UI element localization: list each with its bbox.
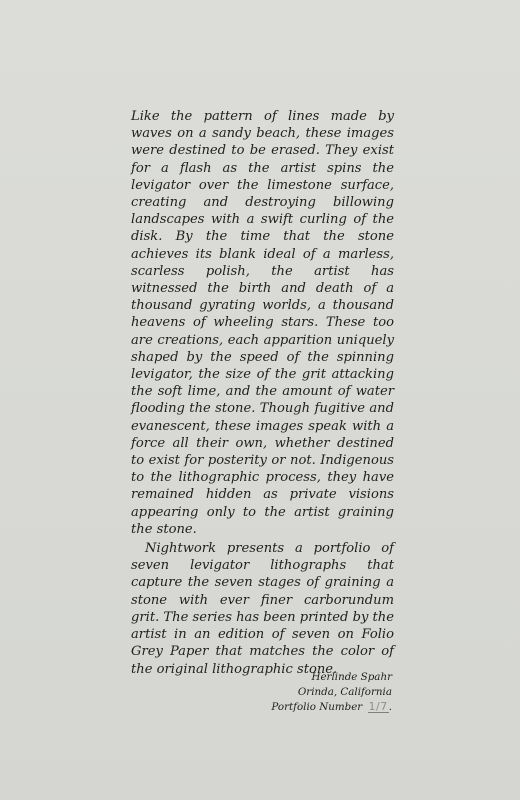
artist-name: Herlinde Spahr — [311, 671, 392, 683]
artist-location: Orinda, California — [297, 686, 392, 699]
paragraph-nightwork: Nightwork presents a portfolio of seven levigator lithographs that capture the seven stages of graining a stone with ever finer carborundum grit. The series has been printed by the artist in an edition of seven on Folio Grey Paper that matches the color of the original lithographic stone. — [131, 541, 394, 677]
signature-block — [271, 670, 392, 716]
paragraph-intro: Like the pattern of lines made by waves on a sandy beach, these images were destined to be erased. They exist for a flash as the artist spins the levigator over the limestone surface, creating and destroying billowing landscapes with a swift curling of the disk. By the time that the stone achieves its blank ideal of a marless, scarless polish, the artist has witnessed the birth and death of a thousand gyrating worlds, a thousand heavens of wheeling stars. These too are creations, each apparition uniquely shaped by the speed of the spinning levigator, the size of the grit attacking the soft lime, and the amount of water flooding the stone. Though fugitive and evanescent, these images speak with a force all their own, whether destined to exist for posterity or not. Indigenous to the lithographic process, they have remained hidden as private visions appearing only to the artist graining the stone. — [131, 109, 394, 537]
portfolio-number-handwritten: 1/7 — [368, 700, 388, 714]
portfolio-period: . — [388, 701, 392, 714]
portfolio-label: Portfolio Number — [271, 701, 363, 714]
body-text — [131, 108, 394, 678]
portfolio-number-line — [271, 700, 392, 715]
